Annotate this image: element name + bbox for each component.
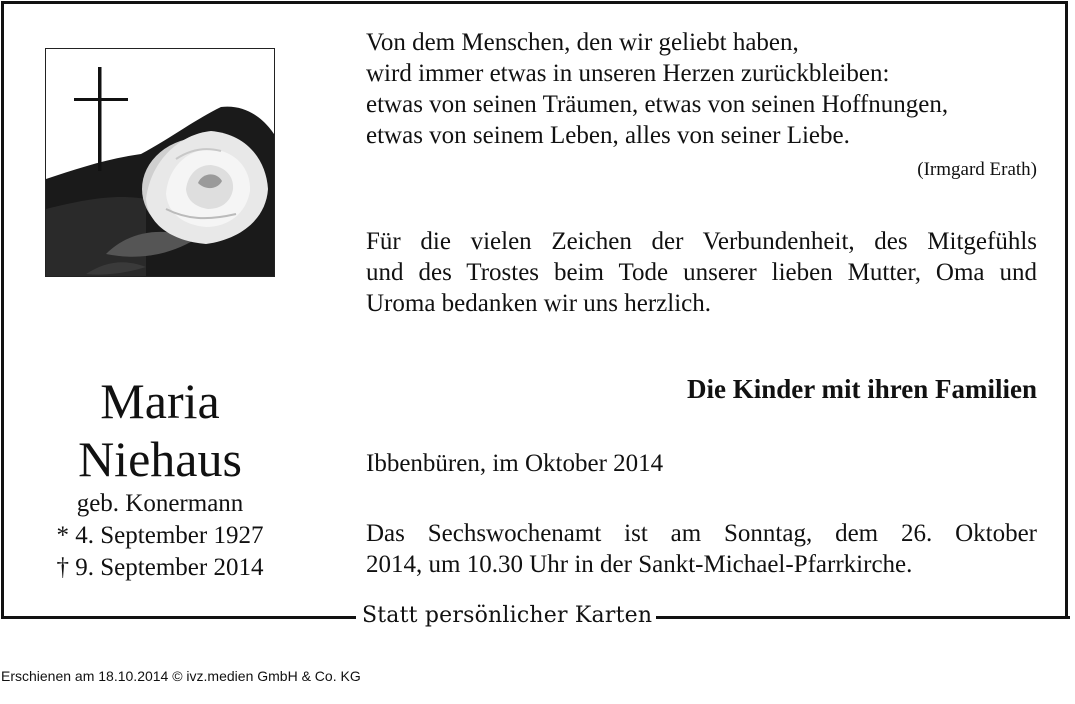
thanks-line: und des Trostes beim Tode unserer lieben Mutter, Oma und: [366, 259, 1037, 286]
thanks-line: Uroma bedanken wir uns herzlich.: [366, 290, 712, 317]
service-line: 2014, um 10.30 Uhr in der Sankt-Michael-Pfarrkirche.: [366, 551, 913, 578]
service-line: Das Sechswochenamt ist am Sonntag, dem 26. Oktober: [366, 520, 1037, 547]
service-paragraph: [366, 518, 1037, 580]
poem-attribution: (Irmgard Erath): [917, 159, 1037, 180]
poem-line: Von dem Menschen, den wir geliebt haben,: [366, 29, 799, 56]
signature: Die Kinder mit ihren Familien: [687, 374, 1037, 404]
first-name: Maria: [100, 373, 220, 429]
deceased-info: [25, 372, 295, 584]
memorial-image: [45, 48, 275, 277]
maiden-name: geb. Konermann: [76, 490, 244, 517]
thanks-line: Für die vielen Zeichen der Verbundenheit, des Mitgefühls: [366, 228, 1037, 255]
rose-image: [46, 49, 274, 276]
poem-line: wird immer etwas in unseren Herzen zurückbleiben:: [366, 60, 890, 87]
publication-footer: Erschienen am 18.10.2014 © ivz.medien GmbH & Co. KG: [1, 668, 361, 684]
thanks-paragraph: [366, 226, 1037, 319]
poem-line: etwas von seinem Leben, alles von seiner Liebe.: [366, 122, 850, 149]
bottom-label: Statt persönlicher Karten: [362, 603, 653, 628]
poem: [366, 27, 1046, 151]
place-date: Ibbenbüren, im Oktober 2014: [366, 450, 664, 477]
frame-bottom-line-left: [1, 616, 356, 619]
last-name: Niehaus: [78, 431, 242, 487]
poem-line: etwas von seinen Träumen, etwas von seinen Hoffnungen,: [366, 91, 949, 118]
death-date: † 9. September 2014: [56, 554, 264, 581]
birth-date: * 4. September 1927: [56, 522, 264, 549]
frame-bottom-line-right: [656, 616, 1070, 619]
